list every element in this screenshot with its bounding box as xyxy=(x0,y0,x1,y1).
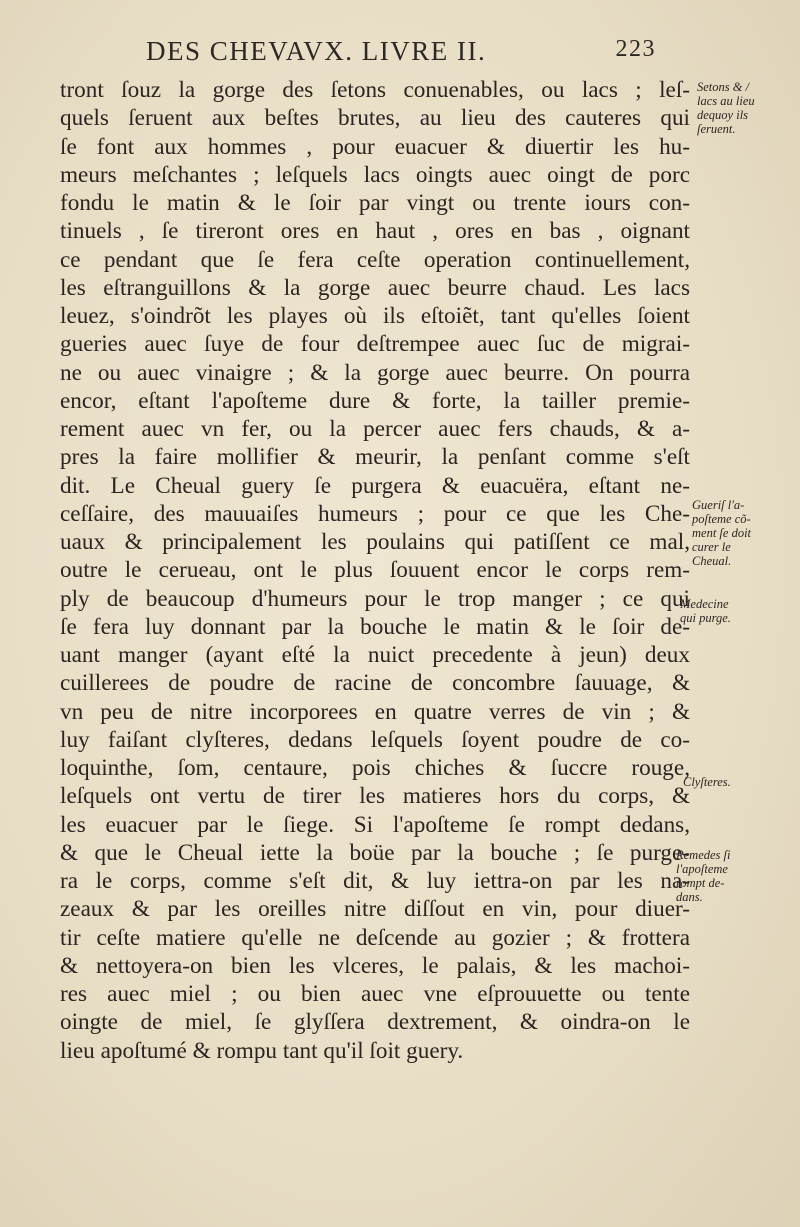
text-line: tir ceſte matiere qu'elle ne deſcende au gozier ; & frottera xyxy=(60,924,690,951)
text-line: ceſſaire, des mauuaiſes humeurs ; pour ce que les Che- xyxy=(60,500,690,527)
margin-note-line: curer le xyxy=(692,540,731,554)
text-line: fondu le matin & le ſoir par vingt ou trente iours con- xyxy=(60,190,690,216)
text-line: quels ſeruent aux beſtes brutes, au lieu des cauteres qui xyxy=(60,105,690,132)
text-line: luy faiſant clyſteres, dedans leſquels ſoyent poudre de co- xyxy=(60,726,690,753)
margin-note-guerison xyxy=(692,498,800,568)
text-line: les eſtranguillons & la gorge auec beurre chaud. Les lacs xyxy=(60,274,690,301)
text-line: ply de beaucoup d'humeurs pour le trop manger ; ce qui xyxy=(60,585,690,612)
text-line: dit. Le Cheual guery ſe purgera & euacuëra, eſtant ne- xyxy=(60,472,690,499)
text-line: encor, eſtant l'apoſteme dure & forte, la tailler premie- xyxy=(60,387,690,414)
running-title: DES CHEVAVX. LIVRE II. xyxy=(146,36,487,66)
text-line: loquinthe, ſom, centaure, pois chiches & ſuccre rouge, xyxy=(60,755,690,781)
margin-note-line: dequoy ils xyxy=(697,108,749,122)
text-line: leuez, s'oindrõt les playes où ils eſtoiẽt, tant qu'elles ſoient xyxy=(60,303,690,329)
margin-note-clysteres xyxy=(683,775,793,789)
margin-note-line: Setons & / xyxy=(697,80,750,94)
margin-note-line: poſteme cõ- xyxy=(692,512,751,526)
text-line: tront ſouz la gorge des ſetons conuenables, ou lacs ; leſ- xyxy=(60,77,690,103)
text-line: leſquels ont vertu de tirer les matieres hors du corps, & xyxy=(60,783,690,810)
text-line: ſe font aux hommes , pour euacuer & diuertir les hu- xyxy=(60,133,690,160)
margin-note-line: l'apoſteme xyxy=(676,862,728,876)
margin-note-setons xyxy=(697,80,800,136)
text-line: ne ou auec vinaigre ; & la gorge auec beurre. On pourra xyxy=(60,359,690,386)
running-header xyxy=(146,36,656,76)
text-line: gueries auec ſuye de four deſtrempee auec ſuc de migrai- xyxy=(60,331,690,358)
margin-note-line: Gueriſ l'a- xyxy=(692,498,745,512)
margin-note-line: Remedes ſi xyxy=(676,848,731,862)
text-line: ſe fera luy donnant par la bouche le matin & le ſoir de- xyxy=(60,613,690,640)
text-line: tinuels , ſe tireront ores en haut , ores en bas , oignant xyxy=(60,218,690,245)
page-number: 223 xyxy=(615,36,656,62)
text-line: ra le corps, comme s'eſt dit, & luy iettra-on par les na- xyxy=(60,868,690,894)
text-line: ce pendant que ſe fera ceſte operation continuellement, xyxy=(60,246,690,273)
text-line: zeaux & par les oreilles nitre diſſout en vin, pour diuer- xyxy=(60,896,690,923)
text-line: cuillerees de poudre de racine de concombre ſauuage, & xyxy=(60,670,690,697)
text-line: res auec miel ; ou bien auec vne eſprouuette ou tente xyxy=(60,981,690,1007)
margin-note-line: rompt de- xyxy=(676,876,725,890)
margin-note-line: Medecine xyxy=(680,597,729,611)
body-text xyxy=(60,76,690,1065)
margin-note-line: ſeruent. xyxy=(697,122,736,136)
text-line: outre le cerueau, ont le plus ſouuent encor le corps rem- xyxy=(60,557,690,584)
margin-note-line: lacs au lieu xyxy=(697,94,755,108)
margin-note-line: dans. xyxy=(676,890,703,904)
text-line: lieu apoſtumé & rompu tant qu'il ſoit guery. xyxy=(60,1037,464,1064)
text-line: pres la faire mollifier & meurir, la penſant comme s'eſt xyxy=(60,444,690,471)
text-line: vn peu de nitre incorporees en quatre verres de vin ; & xyxy=(60,698,690,725)
margin-note-line: qui purge. xyxy=(680,611,731,625)
margin-note-line: ment ſe doit xyxy=(692,526,752,540)
text-line: & nettoyera-on bien les vlceres, le palais, & les machoi- xyxy=(60,952,690,979)
margin-note-line: Cheual. xyxy=(692,554,732,568)
text-line: meurs meſchantes ; leſquels lacs oingts auec oingt de porc xyxy=(60,161,690,188)
text-line: & que le Cheual iette la boüe par la bouche ; ſe purge- xyxy=(60,839,690,866)
margin-note-line: Clyſteres. xyxy=(683,775,731,789)
margin-note-medecine xyxy=(680,597,790,625)
text-line: uant manger (ayant eſté la nuict precedente à jeun) deux xyxy=(60,642,690,668)
text-line: uaux & principalement les poulains qui patiſſent ce mal, xyxy=(60,529,690,555)
margin-note-remedes xyxy=(676,848,786,904)
text-line: rement auec vn fer, ou la percer auec fers chauds, & a- xyxy=(60,416,690,442)
text-line: oingte de miel, ſe glyſſera dextrement, & oindra-on le xyxy=(60,1009,690,1036)
text-line: les euacuer par le ſiege. Si l'apoſteme ſe rompt dedans, xyxy=(60,811,690,838)
